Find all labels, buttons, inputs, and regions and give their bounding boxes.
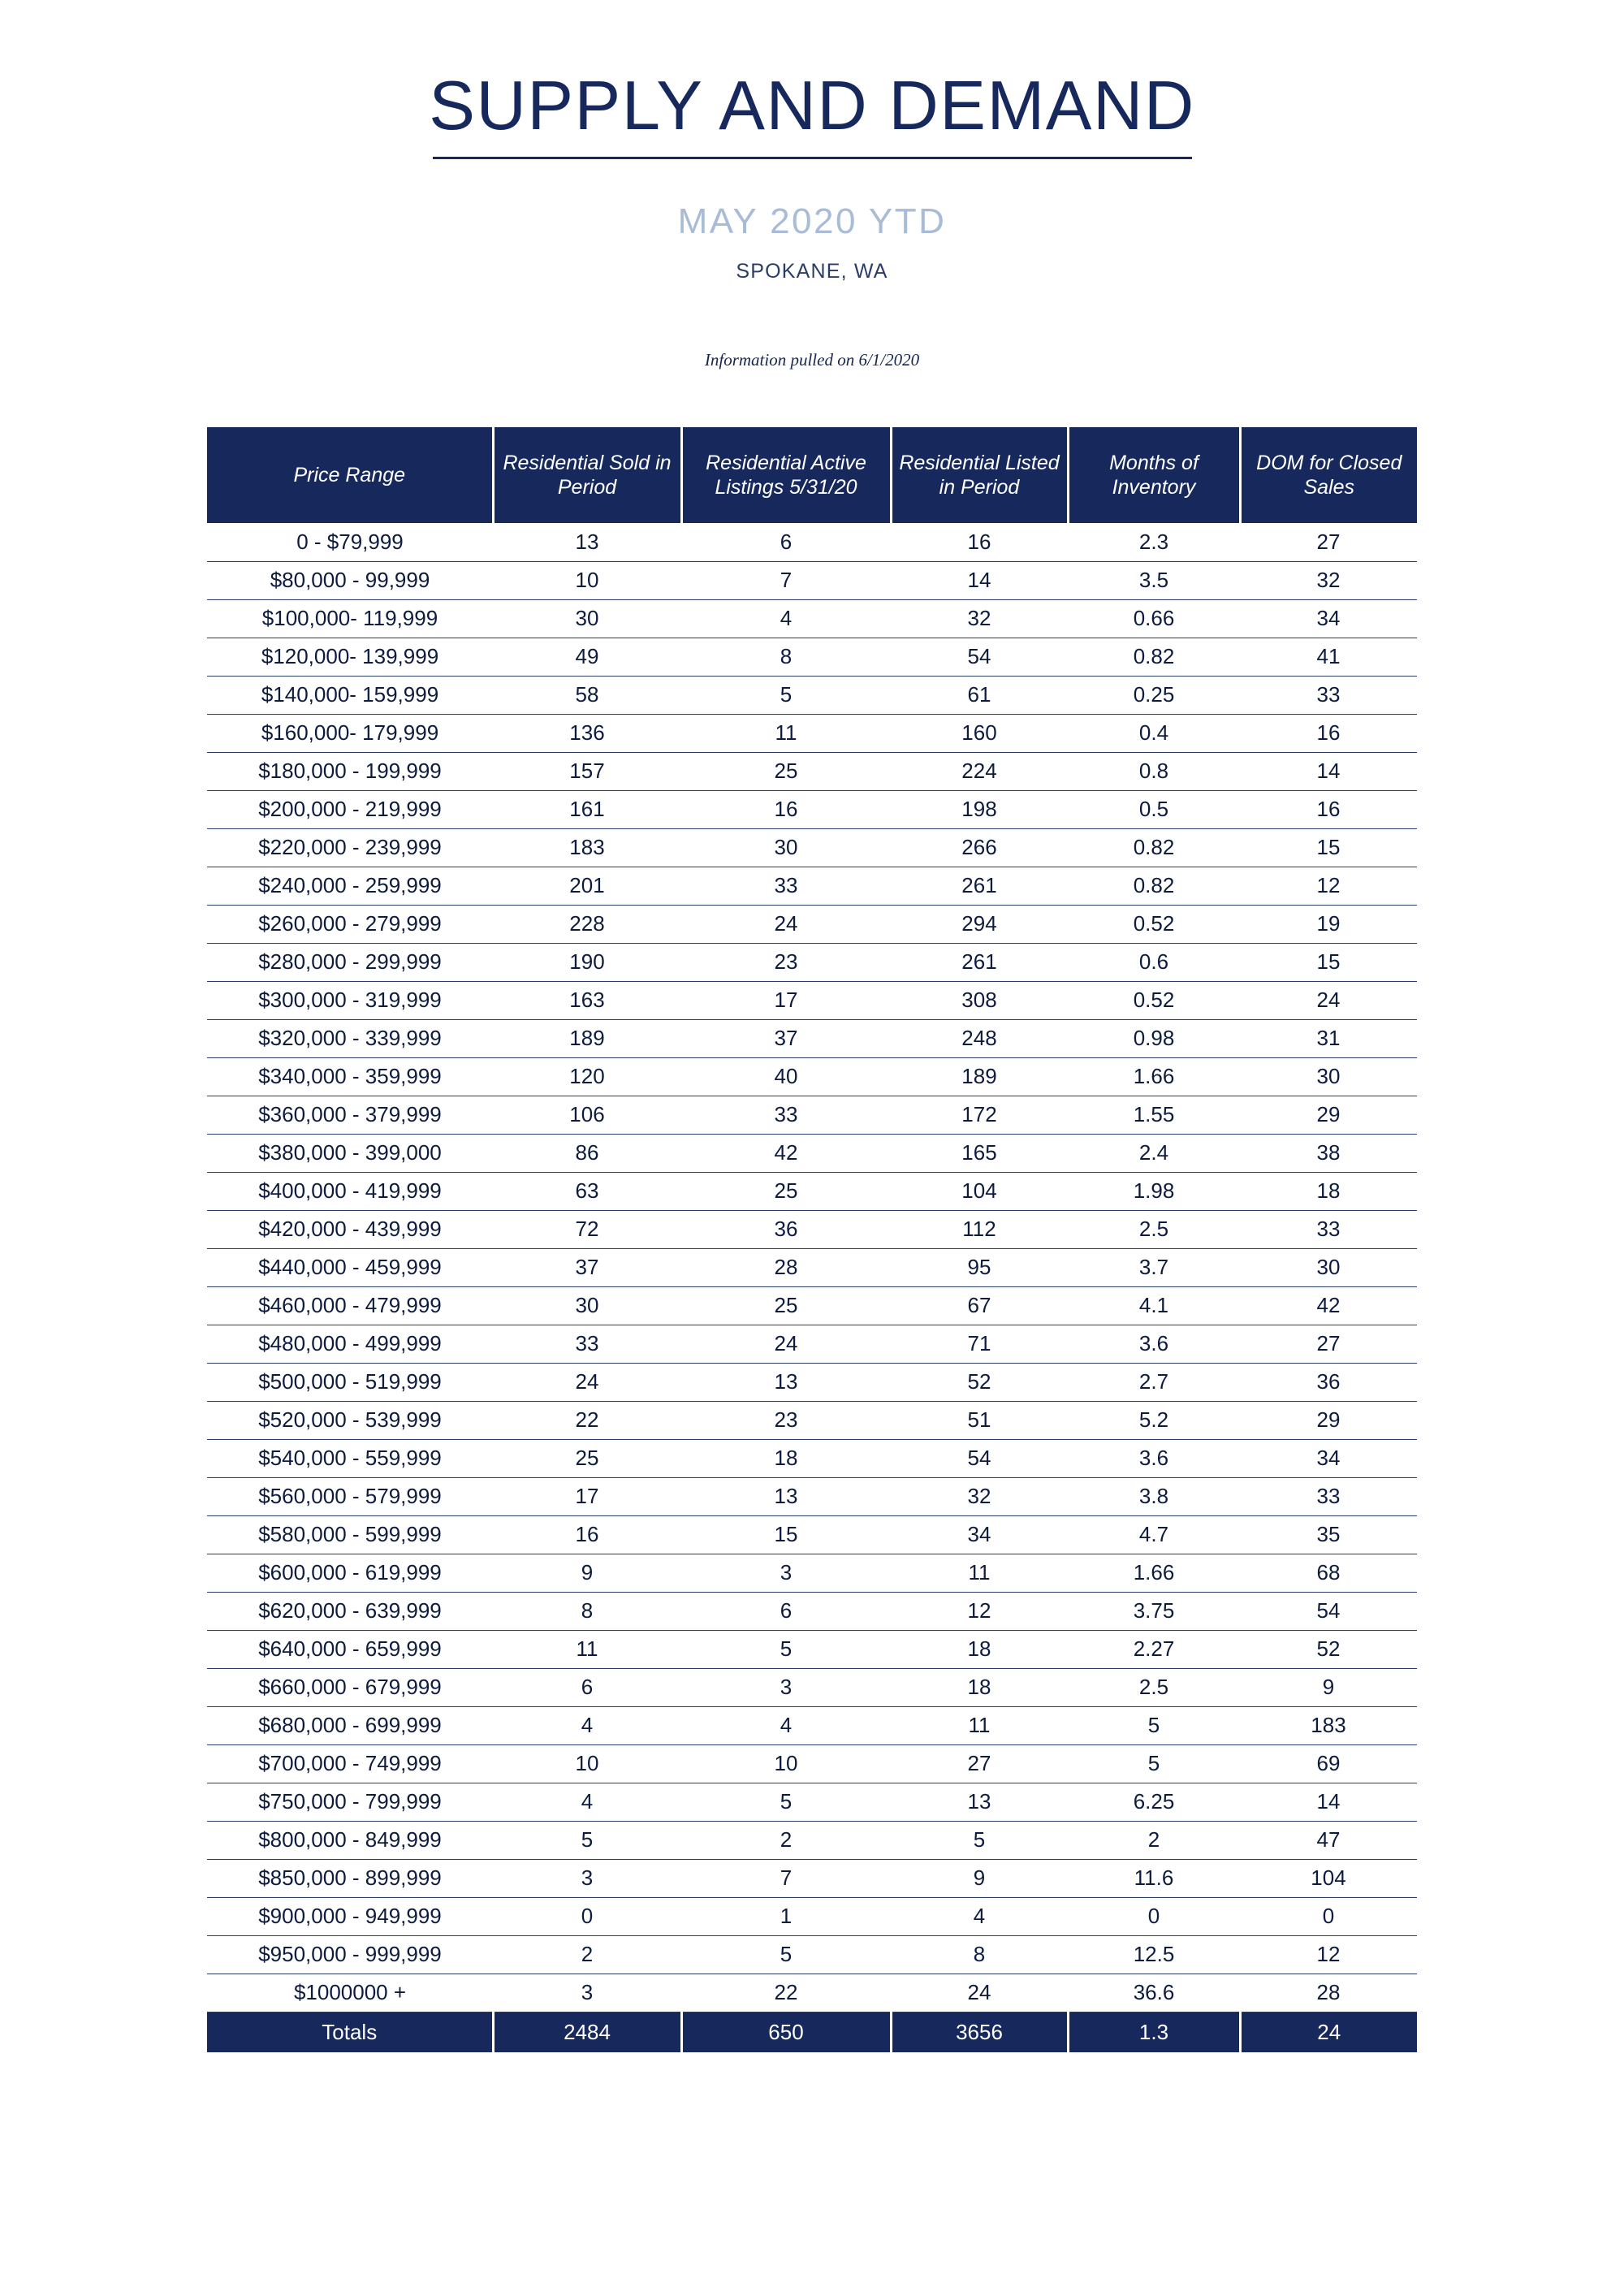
cell-active-listings: 7	[681, 1859, 891, 1897]
cell-residential-sold: 63	[493, 1172, 681, 1210]
cell-price-range: $220,000 - 239,999	[207, 828, 493, 867]
cell-dom-closed-sales: 38	[1240, 1134, 1417, 1172]
table-row	[207, 867, 1417, 905]
table-row	[207, 790, 1417, 828]
table-row	[207, 561, 1417, 599]
cell-price-range: $280,000 - 299,999	[207, 943, 493, 981]
cell-months-inventory: 0.5	[1068, 790, 1240, 828]
table-row	[207, 1744, 1417, 1783]
cell-active-listings: 3	[681, 1668, 891, 1706]
table-row	[207, 1248, 1417, 1286]
cell-residential-sold: 161	[493, 790, 681, 828]
cell-listed-in-period: 51	[891, 1401, 1068, 1439]
cell-price-range: $380,000 - 399,000	[207, 1134, 493, 1172]
cell-months-inventory: 2.5	[1068, 1668, 1240, 1706]
cell-months-inventory: 3.6	[1068, 1439, 1240, 1477]
cell-months-inventory: 3.7	[1068, 1248, 1240, 1286]
column-header-listed-in-period: Residential Listed in Period	[891, 427, 1068, 523]
totals-months-inventory: 1.3	[1068, 2012, 1240, 2052]
cell-months-inventory: 2.27	[1068, 1630, 1240, 1668]
cell-months-inventory: 2.5	[1068, 1210, 1240, 1248]
table-row	[207, 905, 1417, 943]
table-body	[207, 523, 1417, 2012]
cell-price-range: $680,000 - 699,999	[207, 1706, 493, 1744]
cell-active-listings: 24	[681, 905, 891, 943]
table-row	[207, 599, 1417, 638]
cell-price-range: $1000000 +	[207, 1974, 493, 2012]
cell-listed-in-period: 52	[891, 1363, 1068, 1401]
cell-dom-closed-sales: 68	[1240, 1554, 1417, 1592]
cell-listed-in-period: 24	[891, 1974, 1068, 2012]
cell-active-listings: 23	[681, 943, 891, 981]
cell-dom-closed-sales: 183	[1240, 1706, 1417, 1744]
cell-price-range: $360,000 - 379,999	[207, 1096, 493, 1134]
title-block	[0, 67, 1624, 159]
cell-months-inventory: 0	[1068, 1897, 1240, 1935]
cell-active-listings: 28	[681, 1248, 891, 1286]
cell-active-listings: 13	[681, 1363, 891, 1401]
cell-dom-closed-sales: 69	[1240, 1744, 1417, 1783]
cell-months-inventory: 0.82	[1068, 828, 1240, 867]
table-row	[207, 523, 1417, 561]
totals-dom: 24	[1240, 2012, 1417, 2052]
cell-months-inventory: 0.25	[1068, 676, 1240, 714]
cell-months-inventory: 36.6	[1068, 1974, 1240, 2012]
cell-active-listings: 11	[681, 714, 891, 752]
cell-residential-sold: 120	[493, 1057, 681, 1096]
cell-price-range: $120,000- 139,999	[207, 638, 493, 676]
totals-label: Totals	[207, 2012, 493, 2052]
cell-dom-closed-sales: 41	[1240, 638, 1417, 676]
cell-listed-in-period: 54	[891, 638, 1068, 676]
totals-active: 650	[681, 2012, 891, 2052]
cell-months-inventory: 6.25	[1068, 1783, 1240, 1821]
cell-listed-in-period: 11	[891, 1554, 1068, 1592]
cell-dom-closed-sales: 33	[1240, 1210, 1417, 1248]
cell-listed-in-period: 12	[891, 1592, 1068, 1630]
cell-price-range: $180,000 - 199,999	[207, 752, 493, 790]
page-title: SUPPLY AND DEMAND	[429, 67, 1195, 145]
cell-residential-sold: 8	[493, 1592, 681, 1630]
table-footer	[207, 2012, 1417, 2052]
cell-residential-sold: 24	[493, 1363, 681, 1401]
cell-price-range: $640,000 - 659,999	[207, 1630, 493, 1668]
cell-months-inventory: 2.3	[1068, 523, 1240, 561]
cell-months-inventory: 1.66	[1068, 1554, 1240, 1592]
cell-price-range: $420,000 - 439,999	[207, 1210, 493, 1248]
cell-months-inventory: 2.4	[1068, 1134, 1240, 1172]
table-row	[207, 1630, 1417, 1668]
cell-residential-sold: 13	[493, 523, 681, 561]
cell-residential-sold: 189	[493, 1019, 681, 1057]
cell-price-range: $440,000 - 459,999	[207, 1248, 493, 1286]
cell-price-range: $100,000- 119,999	[207, 599, 493, 638]
table-row	[207, 1897, 1417, 1935]
table-row	[207, 1554, 1417, 1592]
cell-listed-in-period: 54	[891, 1439, 1068, 1477]
cell-months-inventory: 0.66	[1068, 599, 1240, 638]
cell-residential-sold: 0	[493, 1897, 681, 1935]
cell-dom-closed-sales: 52	[1240, 1630, 1417, 1668]
cell-residential-sold: 25	[493, 1439, 681, 1477]
cell-listed-in-period: 11	[891, 1706, 1068, 1744]
table-row	[207, 1134, 1417, 1172]
cell-dom-closed-sales: 35	[1240, 1515, 1417, 1554]
cell-residential-sold: 4	[493, 1706, 681, 1744]
cell-active-listings: 5	[681, 676, 891, 714]
table-row	[207, 1363, 1417, 1401]
table-row	[207, 1592, 1417, 1630]
cell-active-listings: 5	[681, 1630, 891, 1668]
cell-price-range: $140,000- 159,999	[207, 676, 493, 714]
cell-dom-closed-sales: 36	[1240, 1363, 1417, 1401]
cell-listed-in-period: 224	[891, 752, 1068, 790]
table-row	[207, 1286, 1417, 1325]
column-header-active-listings: Residential Active Listings 5/31/20	[681, 427, 891, 523]
cell-price-range: $320,000 - 339,999	[207, 1019, 493, 1057]
cell-listed-in-period: 261	[891, 943, 1068, 981]
cell-listed-in-period: 294	[891, 905, 1068, 943]
cell-residential-sold: 9	[493, 1554, 681, 1592]
table-row	[207, 714, 1417, 752]
cell-active-listings: 4	[681, 1706, 891, 1744]
cell-months-inventory: 4.1	[1068, 1286, 1240, 1325]
table-row	[207, 1401, 1417, 1439]
cell-residential-sold: 228	[493, 905, 681, 943]
cell-dom-closed-sales: 9	[1240, 1668, 1417, 1706]
cell-dom-closed-sales: 30	[1240, 1248, 1417, 1286]
cell-residential-sold: 33	[493, 1325, 681, 1363]
table-row	[207, 1859, 1417, 1897]
table-row	[207, 1706, 1417, 1744]
cell-listed-in-period: 165	[891, 1134, 1068, 1172]
cell-dom-closed-sales: 33	[1240, 1477, 1417, 1515]
cell-residential-sold: 106	[493, 1096, 681, 1134]
cell-price-range: $540,000 - 559,999	[207, 1439, 493, 1477]
cell-listed-in-period: 18	[891, 1630, 1068, 1668]
cell-listed-in-period: 34	[891, 1515, 1068, 1554]
cell-listed-in-period: 172	[891, 1096, 1068, 1134]
table-row	[207, 1477, 1417, 1515]
table-row	[207, 638, 1417, 676]
cell-dom-closed-sales: 0	[1240, 1897, 1417, 1935]
table-row	[207, 1935, 1417, 1974]
cell-months-inventory: 2	[1068, 1821, 1240, 1859]
cell-months-inventory: 0.8	[1068, 752, 1240, 790]
cell-dom-closed-sales: 28	[1240, 1974, 1417, 2012]
cell-residential-sold: 163	[493, 981, 681, 1019]
cell-months-inventory: 0.4	[1068, 714, 1240, 752]
cell-residential-sold: 17	[493, 1477, 681, 1515]
cell-price-range: $700,000 - 749,999	[207, 1744, 493, 1783]
table-row	[207, 1515, 1417, 1554]
cell-active-listings: 8	[681, 638, 891, 676]
cell-dom-closed-sales: 31	[1240, 1019, 1417, 1057]
cell-listed-in-period: 104	[891, 1172, 1068, 1210]
cell-months-inventory: 12.5	[1068, 1935, 1240, 1974]
cell-price-range: $340,000 - 359,999	[207, 1057, 493, 1096]
cell-price-range: $520,000 - 539,999	[207, 1401, 493, 1439]
cell-active-listings: 7	[681, 561, 891, 599]
cell-active-listings: 33	[681, 1096, 891, 1134]
cell-price-range: $460,000 - 479,999	[207, 1286, 493, 1325]
cell-price-range: $80,000 - 99,999	[207, 561, 493, 599]
cell-price-range: $800,000 - 849,999	[207, 1821, 493, 1859]
table-row	[207, 1325, 1417, 1363]
cell-residential-sold: 183	[493, 828, 681, 867]
cell-residential-sold: 30	[493, 599, 681, 638]
cell-listed-in-period: 71	[891, 1325, 1068, 1363]
cell-price-range: $240,000 - 259,999	[207, 867, 493, 905]
cell-months-inventory: 5	[1068, 1706, 1240, 1744]
cell-listed-in-period: 4	[891, 1897, 1068, 1935]
cell-dom-closed-sales: 16	[1240, 714, 1417, 752]
cell-price-range: $160,000- 179,999	[207, 714, 493, 752]
cell-months-inventory: 0.6	[1068, 943, 1240, 981]
cell-active-listings: 25	[681, 1172, 891, 1210]
cell-listed-in-period: 8	[891, 1935, 1068, 1974]
cell-price-range: $480,000 - 499,999	[207, 1325, 493, 1363]
cell-price-range: $600,000 - 619,999	[207, 1554, 493, 1592]
cell-months-inventory: 0.82	[1068, 638, 1240, 676]
cell-dom-closed-sales: 104	[1240, 1859, 1417, 1897]
cell-listed-in-period: 67	[891, 1286, 1068, 1325]
cell-listed-in-period: 32	[891, 599, 1068, 638]
cell-active-listings: 40	[681, 1057, 891, 1096]
cell-residential-sold: 72	[493, 1210, 681, 1248]
cell-months-inventory: 5	[1068, 1744, 1240, 1783]
cell-active-listings: 3	[681, 1554, 891, 1592]
cell-residential-sold: 22	[493, 1401, 681, 1439]
cell-active-listings: 23	[681, 1401, 891, 1439]
cell-listed-in-period: 189	[891, 1057, 1068, 1096]
cell-dom-closed-sales: 42	[1240, 1286, 1417, 1325]
cell-dom-closed-sales: 34	[1240, 599, 1417, 638]
table-row	[207, 1974, 1417, 2012]
cell-listed-in-period: 18	[891, 1668, 1068, 1706]
cell-dom-closed-sales: 30	[1240, 1057, 1417, 1096]
cell-residential-sold: 5	[493, 1821, 681, 1859]
table-header-row	[207, 427, 1417, 523]
cell-months-inventory: 3.5	[1068, 561, 1240, 599]
table-row	[207, 1783, 1417, 1821]
cell-price-range: 0 - $79,999	[207, 523, 493, 561]
cell-listed-in-period: 248	[891, 1019, 1068, 1057]
cell-dom-closed-sales: 15	[1240, 943, 1417, 981]
cell-price-range: $850,000 - 899,999	[207, 1859, 493, 1897]
totals-listed: 3656	[891, 2012, 1068, 2052]
cell-price-range: $950,000 - 999,999	[207, 1935, 493, 1974]
cell-residential-sold: 86	[493, 1134, 681, 1172]
cell-months-inventory: 1.55	[1068, 1096, 1240, 1134]
column-header-months-inventory: Months of Inventory	[1068, 427, 1240, 523]
cell-months-inventory: 3.75	[1068, 1592, 1240, 1630]
cell-months-inventory: 2.7	[1068, 1363, 1240, 1401]
cell-months-inventory: 0.82	[1068, 867, 1240, 905]
cell-active-listings: 24	[681, 1325, 891, 1363]
cell-months-inventory: 3.6	[1068, 1325, 1240, 1363]
cell-residential-sold: 58	[493, 676, 681, 714]
cell-dom-closed-sales: 27	[1240, 523, 1417, 561]
cell-price-range: $300,000 - 319,999	[207, 981, 493, 1019]
cell-active-listings: 13	[681, 1477, 891, 1515]
cell-dom-closed-sales: 29	[1240, 1096, 1417, 1134]
cell-months-inventory: 11.6	[1068, 1859, 1240, 1897]
cell-price-range: $500,000 - 519,999	[207, 1363, 493, 1401]
cell-months-inventory: 0.52	[1068, 981, 1240, 1019]
cell-residential-sold: 49	[493, 638, 681, 676]
table-row	[207, 1821, 1417, 1859]
cell-listed-in-period: 95	[891, 1248, 1068, 1286]
cell-active-listings: 16	[681, 790, 891, 828]
table-row	[207, 1172, 1417, 1210]
cell-dom-closed-sales: 29	[1240, 1401, 1417, 1439]
cell-months-inventory: 0.98	[1068, 1019, 1240, 1057]
cell-listed-in-period: 112	[891, 1210, 1068, 1248]
document-page	[0, 67, 1624, 2274]
cell-active-listings: 25	[681, 752, 891, 790]
cell-residential-sold: 157	[493, 752, 681, 790]
table-row	[207, 1096, 1417, 1134]
cell-active-listings: 10	[681, 1744, 891, 1783]
cell-listed-in-period: 198	[891, 790, 1068, 828]
cell-active-listings: 36	[681, 1210, 891, 1248]
totals-sold: 2484	[493, 2012, 681, 2052]
cell-active-listings: 25	[681, 1286, 891, 1325]
cell-residential-sold: 10	[493, 561, 681, 599]
cell-residential-sold: 136	[493, 714, 681, 752]
cell-active-listings: 42	[681, 1134, 891, 1172]
title-divider	[433, 157, 1192, 159]
cell-price-range: $900,000 - 949,999	[207, 1897, 493, 1935]
cell-dom-closed-sales: 18	[1240, 1172, 1417, 1210]
cell-dom-closed-sales: 12	[1240, 1935, 1417, 1974]
cell-listed-in-period: 32	[891, 1477, 1068, 1515]
totals-row	[207, 2012, 1417, 2052]
table-row	[207, 1057, 1417, 1096]
cell-dom-closed-sales: 12	[1240, 867, 1417, 905]
data-pulled-note: Information pulled on 6/1/2020	[704, 350, 920, 370]
cell-price-range: $260,000 - 279,999	[207, 905, 493, 943]
cell-price-range: $560,000 - 579,999	[207, 1477, 493, 1515]
cell-listed-in-period: 27	[891, 1744, 1068, 1783]
cell-residential-sold: 190	[493, 943, 681, 981]
cell-active-listings: 6	[681, 523, 891, 561]
report-location: SPOKANE, WA	[736, 260, 888, 283]
cell-price-range: $400,000 - 419,999	[207, 1172, 493, 1210]
cell-months-inventory: 4.7	[1068, 1515, 1240, 1554]
cell-price-range: $750,000 - 799,999	[207, 1783, 493, 1821]
cell-listed-in-period: 61	[891, 676, 1068, 714]
cell-months-inventory: 0.52	[1068, 905, 1240, 943]
cell-dom-closed-sales: 27	[1240, 1325, 1417, 1363]
cell-price-range: $200,000 - 219,999	[207, 790, 493, 828]
cell-active-listings: 17	[681, 981, 891, 1019]
cell-listed-in-period: 5	[891, 1821, 1068, 1859]
column-header-price-range: Price Range	[207, 427, 493, 523]
cell-price-range: $660,000 - 679,999	[207, 1668, 493, 1706]
table-row	[207, 752, 1417, 790]
cell-active-listings: 5	[681, 1783, 891, 1821]
table-row	[207, 943, 1417, 981]
cell-residential-sold: 37	[493, 1248, 681, 1286]
report-period-subtitle: MAY 2020 YTD	[677, 201, 947, 242]
cell-active-listings: 6	[681, 1592, 891, 1630]
cell-active-listings: 22	[681, 1974, 891, 2012]
cell-residential-sold: 16	[493, 1515, 681, 1554]
cell-active-listings: 1	[681, 1897, 891, 1935]
table-row	[207, 1210, 1417, 1248]
table-header	[207, 427, 1417, 523]
table-row	[207, 981, 1417, 1019]
cell-dom-closed-sales: 32	[1240, 561, 1417, 599]
supply-demand-table	[207, 427, 1417, 2052]
cell-residential-sold: 4	[493, 1783, 681, 1821]
cell-dom-closed-sales: 14	[1240, 752, 1417, 790]
cell-listed-in-period: 16	[891, 523, 1068, 561]
cell-listed-in-period: 308	[891, 981, 1068, 1019]
cell-dom-closed-sales: 34	[1240, 1439, 1417, 1477]
table-row	[207, 828, 1417, 867]
cell-listed-in-period: 261	[891, 867, 1068, 905]
cell-months-inventory: 3.8	[1068, 1477, 1240, 1515]
cell-listed-in-period: 266	[891, 828, 1068, 867]
cell-months-inventory: 1.66	[1068, 1057, 1240, 1096]
cell-dom-closed-sales: 47	[1240, 1821, 1417, 1859]
cell-residential-sold: 3	[493, 1974, 681, 2012]
cell-months-inventory: 5.2	[1068, 1401, 1240, 1439]
column-header-residential-sold: Residential Sold in Period	[493, 427, 681, 523]
cell-active-listings: 2	[681, 1821, 891, 1859]
cell-listed-in-period: 9	[891, 1859, 1068, 1897]
cell-residential-sold: 10	[493, 1744, 681, 1783]
cell-dom-closed-sales: 15	[1240, 828, 1417, 867]
cell-dom-closed-sales: 33	[1240, 676, 1417, 714]
column-header-dom-closed-sales: DOM for Closed Sales	[1240, 427, 1417, 523]
cell-listed-in-period: 160	[891, 714, 1068, 752]
cell-price-range: $580,000 - 599,999	[207, 1515, 493, 1554]
cell-price-range: $620,000 - 639,999	[207, 1592, 493, 1630]
table-row	[207, 1668, 1417, 1706]
cell-residential-sold: 30	[493, 1286, 681, 1325]
cell-active-listings: 30	[681, 828, 891, 867]
cell-active-listings: 33	[681, 867, 891, 905]
cell-active-listings: 5	[681, 1935, 891, 1974]
cell-residential-sold: 6	[493, 1668, 681, 1706]
cell-dom-closed-sales: 54	[1240, 1592, 1417, 1630]
cell-active-listings: 37	[681, 1019, 891, 1057]
cell-dom-closed-sales: 14	[1240, 1783, 1417, 1821]
cell-dom-closed-sales: 16	[1240, 790, 1417, 828]
table-row	[207, 676, 1417, 714]
cell-active-listings: 15	[681, 1515, 891, 1554]
cell-months-inventory: 1.98	[1068, 1172, 1240, 1210]
cell-residential-sold: 201	[493, 867, 681, 905]
table-row	[207, 1019, 1417, 1057]
cell-listed-in-period: 13	[891, 1783, 1068, 1821]
cell-active-listings: 4	[681, 599, 891, 638]
cell-residential-sold: 11	[493, 1630, 681, 1668]
cell-residential-sold: 2	[493, 1935, 681, 1974]
cell-active-listings: 18	[681, 1439, 891, 1477]
table-row	[207, 1439, 1417, 1477]
cell-dom-closed-sales: 19	[1240, 905, 1417, 943]
cell-residential-sold: 3	[493, 1859, 681, 1897]
cell-listed-in-period: 14	[891, 561, 1068, 599]
cell-dom-closed-sales: 24	[1240, 981, 1417, 1019]
